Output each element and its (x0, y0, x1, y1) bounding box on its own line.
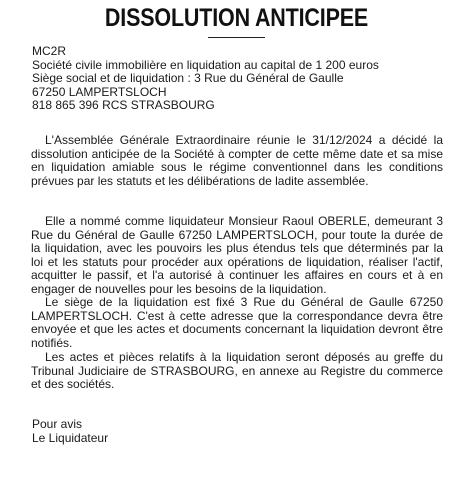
rcs-number: 818 865 396 RCS STRASBOURG (32, 98, 215, 112)
title-underline (208, 37, 265, 38)
paragraph-text: Le siège de la liquidation est fixé 3 Rue du Général de Gaulle 67250 LAMPERTSLOCH. C'est à cette adresse que la correspondance devra être envoyée et que les actes et documents concernant la liquidation devront être notifiés. (31, 295, 443, 350)
closing-line-1: Pour avis (32, 417, 83, 431)
company-description: Société civile immobilière en liquidation au capital de 1 200 euros (32, 57, 379, 72)
paragraph-liquidator (31, 215, 443, 296)
registered-office: Siège social et de liquidation : 3 Rue du Général de Gaulle (32, 71, 344, 85)
postal-city: 67250 LAMPERTSLOCH (32, 84, 167, 99)
closing-line-2: Le Liquidateur (32, 430, 109, 445)
paragraph-dissolution (31, 134, 443, 188)
paragraph-liquidation-seat (31, 296, 443, 350)
company-address-block (32, 45, 452, 113)
paragraph-text: L'Assemblée Générale Extraordinaire réunie le 31/12/2024 a décidé la dissolution anticipée de la Société à compter de cette même date et sa mise en liquidation amiable sous le régime conventionnel dans les conditions prévues par les statuts et les délibérations de ladite assemblée. (31, 133, 443, 188)
paragraph-text: Elle a nommé comme liquidateur Monsieur Raoul OBERLE, demeurant 3 Rue du Général de Gaulle 67250 LAMPERTSLOCH, pour toute la durée de la liquidation, avec les pouvoirs les plus étendus tels que déterminés par la loi et les statuts pour procéder aux opérations de liquidation, réaliser l'actif, acquitter le passif, et l'a autorisé à continuer les affaires en cours et à en engager de nouvelles pour les besoins de la liquidation. (31, 214, 443, 296)
notice-title: DISSOLUTION ANTICIPEE (104, 4, 369, 32)
closing-signature (32, 418, 108, 445)
paragraph-text: Les actes et pièces relatifs à la liquidation seront déposés au greffe du Tribunal Judiciaire de STRASBOURG, en annexe au Registre du commerce et des sociétés. (31, 350, 443, 391)
paragraph-filing (31, 351, 443, 392)
company-name: MC2R (32, 44, 67, 58)
